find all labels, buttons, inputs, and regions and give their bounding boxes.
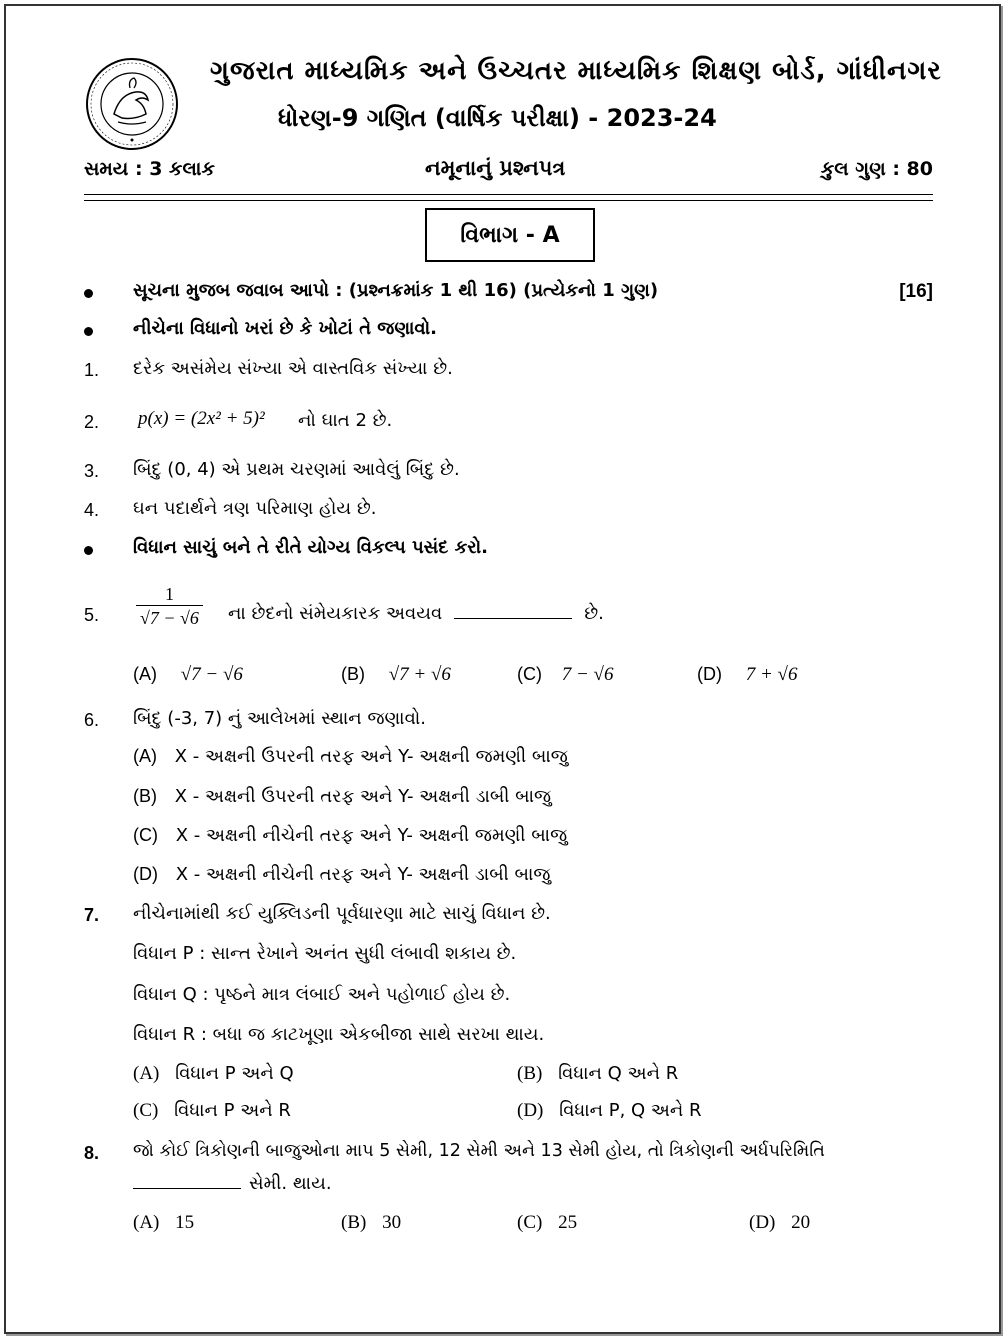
option-value: √7 + √6 — [388, 664, 451, 685]
option-value: 30 — [382, 1212, 402, 1233]
option-label: (B) — [341, 1212, 367, 1233]
question-text-continued — [133, 1173, 332, 1194]
option-value: 25 — [558, 1212, 578, 1233]
option-label: (C) — [517, 664, 542, 684]
question-number: 3. — [84, 461, 100, 481]
option-label: (D) — [517, 1100, 544, 1121]
section-heading — [425, 208, 595, 262]
option-d — [749, 1212, 810, 1234]
option-value: √7 − √6 — [180, 664, 243, 685]
option-b — [517, 1063, 678, 1085]
paper-type: નમૂનાનું પ્રશ્નપત્ર — [425, 156, 566, 180]
option-b — [341, 1212, 401, 1234]
option-value: વિધાન Q અને R — [558, 1063, 679, 1084]
option-c — [133, 825, 567, 846]
question-text: નીચેનામાંથી કઈ યુક્લિડની પૂર્વધારણા માટે સાચું વિધાન છે. — [133, 903, 551, 924]
question-text: દરેક અસંમેય સંખ્યા એ વાસ્તવિક સંખ્યા છે. — [133, 358, 453, 379]
option-label: (A) — [133, 746, 157, 766]
option-c — [517, 1212, 577, 1234]
question-number: 5. — [84, 605, 100, 625]
option-b — [341, 664, 451, 686]
option-value: X - અક્ષની ઉપરની તરફ અને Y- અક્ષની ડાબી બાજુ — [174, 786, 552, 807]
question-text: નો ઘાત 2 છે. — [298, 410, 393, 431]
exam-time: સમય : 3 કલાક — [84, 158, 215, 180]
option-d — [697, 664, 797, 686]
option-label: (A) — [133, 1063, 160, 1084]
option-label: (D) — [749, 1212, 776, 1233]
option-value: વિધાન P અને R — [174, 1100, 291, 1121]
question-text — [228, 603, 604, 624]
answer-blank[interactable] — [454, 618, 572, 619]
instruction-marks: [16] — [899, 281, 933, 302]
option-label: (B) — [133, 786, 157, 806]
polynomial-expression: p(x) = (2x² + 5)² — [138, 408, 265, 429]
option-d — [133, 864, 550, 885]
board-seal-icon — [84, 56, 180, 152]
header-rule-top — [84, 194, 933, 195]
option-label: (A) — [133, 1212, 160, 1233]
option-label: (D) — [133, 864, 158, 884]
instruction-mcq: વિધાન સાચું બને તે રીતે યોગ્ય વિકલ્પ પસંદ કરો. — [133, 537, 488, 558]
bullet-icon — [84, 546, 93, 555]
question-number: 1. — [84, 360, 100, 380]
question-number: 4. — [84, 500, 100, 520]
question-text: બિંદુ (0, 4) એ પ્રથમ ચરણમાં આવેલું બિંદુ છે. — [133, 459, 460, 480]
question-number: 7. — [84, 905, 100, 925]
question-text: ઘન પદાર્થને ત્રણ પરિમાણ હોય છે. — [133, 498, 377, 519]
question-text: બિંદુ (-3, 7) નું આલેખમાં સ્થાન જણાવો. — [133, 708, 427, 729]
question-number: 8. — [84, 1143, 100, 1163]
option-label: (B) — [517, 1063, 543, 1084]
option-label: (D) — [697, 664, 722, 684]
option-a — [133, 746, 568, 767]
answer-blank[interactable] — [133, 1188, 241, 1189]
question-text: જો કોઈ ત્રિકોણની બાજુઓના માપ 5 સેમી, 12 સેમી અને 13 સેમી હોય, તો ત્રિકોણની અર્ધપરિમિતિ — [133, 1141, 825, 1161]
board-name: ગુજરાત માધ્યમિક અને ઉચ્ચતર માધ્યમિક શિક્ષણ બોર્ડ, ગાંધીનગર — [210, 56, 942, 86]
option-a — [133, 1212, 194, 1234]
option-label: (C) — [133, 825, 158, 845]
statement-r: વિધાન R : બધા જ કાટખૂણા એકબીજા સાથે સરખા થાય. — [133, 1024, 545, 1045]
total-marks: કુલ ગુણ : 80 — [820, 158, 933, 180]
statement-p: વિધાન P : સાન્ત રેખાને અનંત સુધી લંબાવી શકાય છે. — [133, 943, 517, 964]
option-value: વિધાન P, Q અને R — [559, 1100, 702, 1121]
option-a — [133, 664, 243, 686]
header-rule-bottom — [84, 200, 933, 201]
statement-q: વિધાન Q : પૃષ્ઠને માત્ર લંબાઈ અને પહોળાઈ હોય છે. — [133, 984, 511, 1005]
option-c — [517, 664, 613, 686]
question-number: 6. — [84, 710, 100, 730]
bullet-icon — [84, 327, 93, 336]
fraction-numerator: 1 — [136, 584, 203, 606]
option-value: 15 — [175, 1212, 195, 1233]
option-b — [133, 786, 551, 807]
question-number: 2. — [84, 412, 100, 432]
option-label: (A) — [133, 664, 157, 684]
option-value: 20 — [791, 1212, 811, 1233]
option-value: વિધાન P અને Q — [175, 1063, 294, 1084]
option-label: (B) — [341, 664, 365, 684]
question-text-start: ના છેદનો સંમેયકારક અવયવ — [228, 603, 443, 624]
option-label: (C) — [517, 1212, 543, 1233]
instruction-true-false: નીચેના વિધાનો ખરાં છે કે ખોટાં તે જણાવો. — [133, 318, 437, 339]
fraction-expression — [136, 584, 203, 629]
option-value: 7 − √6 — [561, 664, 614, 685]
option-value: X - અક્ષની નીચેની તરફ અને Y- અક્ષની ડાબી બાજુ — [175, 864, 551, 885]
option-a — [133, 1063, 294, 1085]
option-value: X - અક્ષની નીચેની તરફ અને Y- અક્ષની જમણી બાજુ — [175, 825, 568, 846]
instruction-main: સૂચના મુજબ જવાબ આપો : (પ્રશ્નક્રમાંક 1 થી 16) (પ્રત્યેકનો 1 ગુણ) — [133, 280, 659, 301]
bullet-icon — [84, 289, 93, 298]
option-value: 7 + √6 — [745, 664, 798, 685]
question-text-end: છે. — [584, 603, 604, 624]
fraction-denominator: √7 − √6 — [140, 608, 199, 628]
option-c — [133, 1100, 291, 1122]
section-label: વિભાગ - A — [460, 222, 560, 248]
option-label: (C) — [133, 1100, 159, 1121]
question-text-end: સેમી. થાય. — [249, 1173, 332, 1194]
exam-title: ધોરણ-9 ગણિત (વાર્ષિક પરીક્ષા) - 2023-24 — [278, 104, 717, 132]
option-value: X - અક્ષની ઉપરની તરફ અને Y- અક્ષની જમણી બાજુ — [174, 746, 568, 767]
option-d — [517, 1100, 702, 1122]
